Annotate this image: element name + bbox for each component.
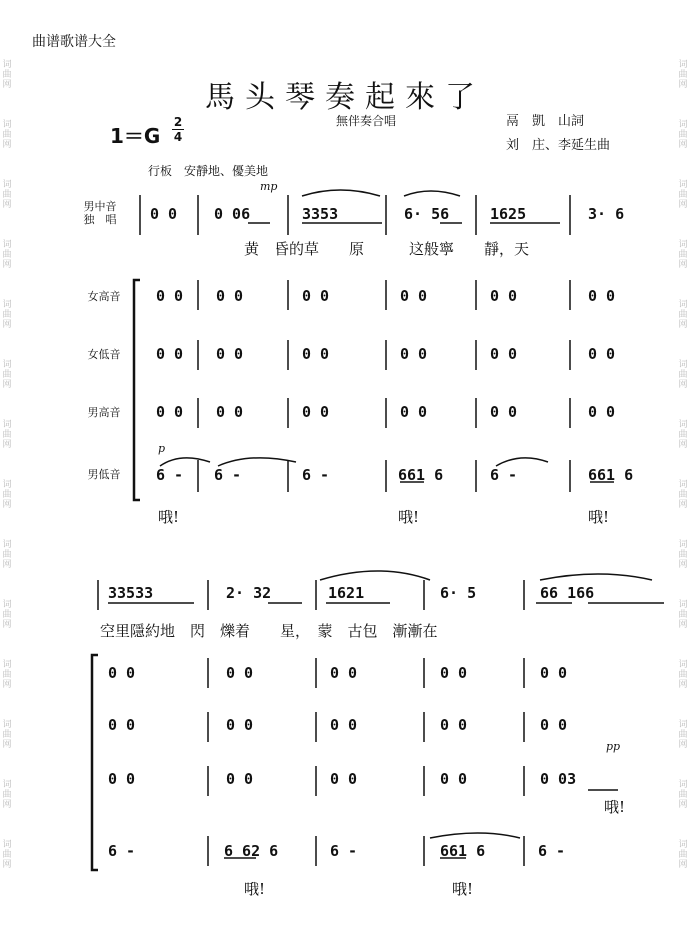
bass-measure: 6 - <box>214 466 242 484</box>
solo-measure: 1625 <box>490 205 527 223</box>
bass-measure: 661 6 <box>398 466 444 484</box>
watermark-text: 词曲网 <box>678 360 688 390</box>
solo-measure: 1621 <box>328 584 365 602</box>
solo-measure: 3· 6 <box>588 205 625 223</box>
watermark-text: 词曲网 <box>2 300 12 330</box>
soprano-measure: 0 0 <box>490 287 518 305</box>
watermark-text: 词曲网 <box>2 240 12 270</box>
solo-measure: 6· 5 <box>440 584 477 602</box>
soprano-measure: 0 0 <box>216 287 244 305</box>
watermark-text: 词曲网 <box>2 780 12 810</box>
watermark-text: 词曲网 <box>678 780 688 810</box>
soprano-measure: 0 0 <box>588 287 616 305</box>
watermark-text: 词曲网 <box>678 420 688 450</box>
watermark-text: 词曲网 <box>678 480 688 510</box>
watermark-text: 词曲网 <box>2 480 12 510</box>
song-title: 馬头琴奏起來了 <box>205 80 485 115</box>
watermark-text: 词曲网 <box>2 360 12 390</box>
solo-measure: 0 0 <box>150 205 178 223</box>
tenor-measure: 0 03 <box>540 770 577 788</box>
alto-measure: 0 0 <box>400 345 428 363</box>
alto-measure: 0 0 <box>540 716 568 734</box>
genre-label: 無伴奏合唱 <box>336 114 397 128</box>
soprano-measure: 0 0 <box>302 287 330 305</box>
lyricist-credit: 鬲 凱 山詞 <box>506 114 585 129</box>
tenor-measure: 0 0 <box>440 770 468 788</box>
tenor-measure: 0 0 <box>330 770 358 788</box>
watermark-text: 词曲网 <box>678 720 688 750</box>
bass-measure: 6 - <box>330 842 358 860</box>
bass-lyric-oh: 哦! <box>398 508 420 526</box>
soprano-measure: 0 0 <box>108 664 136 682</box>
solo-measure: 2· 32 <box>226 584 272 602</box>
bass-measure: 661 6 <box>588 466 634 484</box>
alto-measure: 0 0 <box>440 716 468 734</box>
soprano-measure: 0 0 <box>156 287 184 305</box>
lyrics-line: 黄 昏的草 原 这般寧 靜，天 <box>244 240 530 258</box>
watermark-text: 词曲网 <box>678 60 688 90</box>
solo-measure: 6· 56 <box>404 205 450 223</box>
tenor-measure: 0 0 <box>216 403 244 421</box>
soprano-measure: 0 0 <box>400 287 428 305</box>
watermark-text: 词曲网 <box>678 540 688 570</box>
dynamic-mp: mp <box>260 180 278 193</box>
time-signature-bottom: 4 <box>173 130 183 144</box>
bass-measure: 661 6 <box>440 842 486 860</box>
tempo-marking: 行板 安靜地、優美地 <box>148 164 269 178</box>
bass-lyric-oh: 哦! <box>158 508 180 526</box>
composer-credit: 刘 庄、李延生曲 <box>506 138 611 153</box>
voice-name-bass: 男低音 <box>87 468 121 481</box>
soprano-measure: 0 0 <box>330 664 358 682</box>
dynamic-p: p <box>158 442 166 455</box>
solo-measure: 3353 <box>302 205 339 223</box>
watermark-text: 词曲网 <box>2 840 12 870</box>
watermark-text: 词曲网 <box>2 720 12 750</box>
bass-measure: 6 - <box>538 842 566 860</box>
tenor-lyric-oh: 哦! <box>604 798 626 816</box>
watermark-text: 词曲网 <box>2 180 12 210</box>
voice-name-solo: 男中音 独 唱 <box>83 200 117 226</box>
bass-measure: 6 - <box>156 466 184 484</box>
bass-measure: 6 - <box>108 842 136 860</box>
dynamic-pp: pp <box>606 740 621 753</box>
solo-measure: 33533 <box>108 584 154 602</box>
alto-measure: 0 0 <box>156 345 184 363</box>
lyrics-line: 空里隱約地 閃 爍着 星， 蒙 古包 漸漸在 <box>100 622 438 640</box>
solo-measure: 0 06 <box>214 205 251 223</box>
system1-bracket <box>134 280 140 500</box>
watermark-text: 词曲网 <box>2 420 12 450</box>
watermark-text: 词曲网 <box>678 300 688 330</box>
system2-bracket <box>92 655 98 870</box>
watermark-text: 词曲网 <box>678 240 688 270</box>
soprano-measure: 0 0 <box>440 664 468 682</box>
bass-measure: 6 - <box>302 466 330 484</box>
voice-name-tenor: 男高音 <box>87 406 121 419</box>
alto-measure: 0 0 <box>330 716 358 734</box>
watermark-text: 词曲网 <box>678 120 688 150</box>
watermark-text: 词曲网 <box>2 120 12 150</box>
bass-measure: 6 - <box>490 466 518 484</box>
bass-lyric-oh: 哦! <box>452 880 474 898</box>
watermark-text: 词曲网 <box>678 600 688 630</box>
alto-measure: 0 0 <box>490 345 518 363</box>
bass-lyric-oh: 哦! <box>588 508 610 526</box>
tenor-measure: 0 0 <box>302 403 330 421</box>
watermark-text: 词曲网 <box>2 600 12 630</box>
solo-measure: 66 166 <box>540 584 595 602</box>
voice-name-alto: 女低音 <box>87 348 121 361</box>
alto-measure: 0 0 <box>588 345 616 363</box>
watermark-text: 词曲网 <box>678 660 688 690</box>
soprano-measure: 0 0 <box>226 664 254 682</box>
watermark-text: 词曲网 <box>678 180 688 210</box>
watermark-text: 词曲网 <box>2 660 12 690</box>
watermark-text: 词曲网 <box>2 540 12 570</box>
alto-measure: 0 0 <box>216 345 244 363</box>
soprano-measure: 0 0 <box>540 664 568 682</box>
tenor-measure: 0 0 <box>226 770 254 788</box>
time-signature-top: 2 <box>173 115 183 129</box>
watermark-text: 词曲网 <box>2 60 12 90</box>
alto-measure: 0 0 <box>226 716 254 734</box>
voice-name-soprano: 女高音 <box>87 290 121 303</box>
alto-measure: 0 0 <box>302 345 330 363</box>
site-name: 曲谱歌谱大全 <box>32 34 116 50</box>
tenor-measure: 0 0 <box>400 403 428 421</box>
tenor-measure: 0 0 <box>108 770 136 788</box>
watermark-text: 词曲网 <box>678 840 688 870</box>
tenor-measure: 0 0 <box>490 403 518 421</box>
tenor-measure: 0 0 <box>156 403 184 421</box>
tenor-measure: 0 0 <box>588 403 616 421</box>
alto-measure: 0 0 <box>108 716 136 734</box>
bass-measure: 6 62 6 <box>224 842 279 860</box>
key-signature: 1＝G <box>110 124 161 148</box>
bass-lyric-oh: 哦! <box>244 880 266 898</box>
